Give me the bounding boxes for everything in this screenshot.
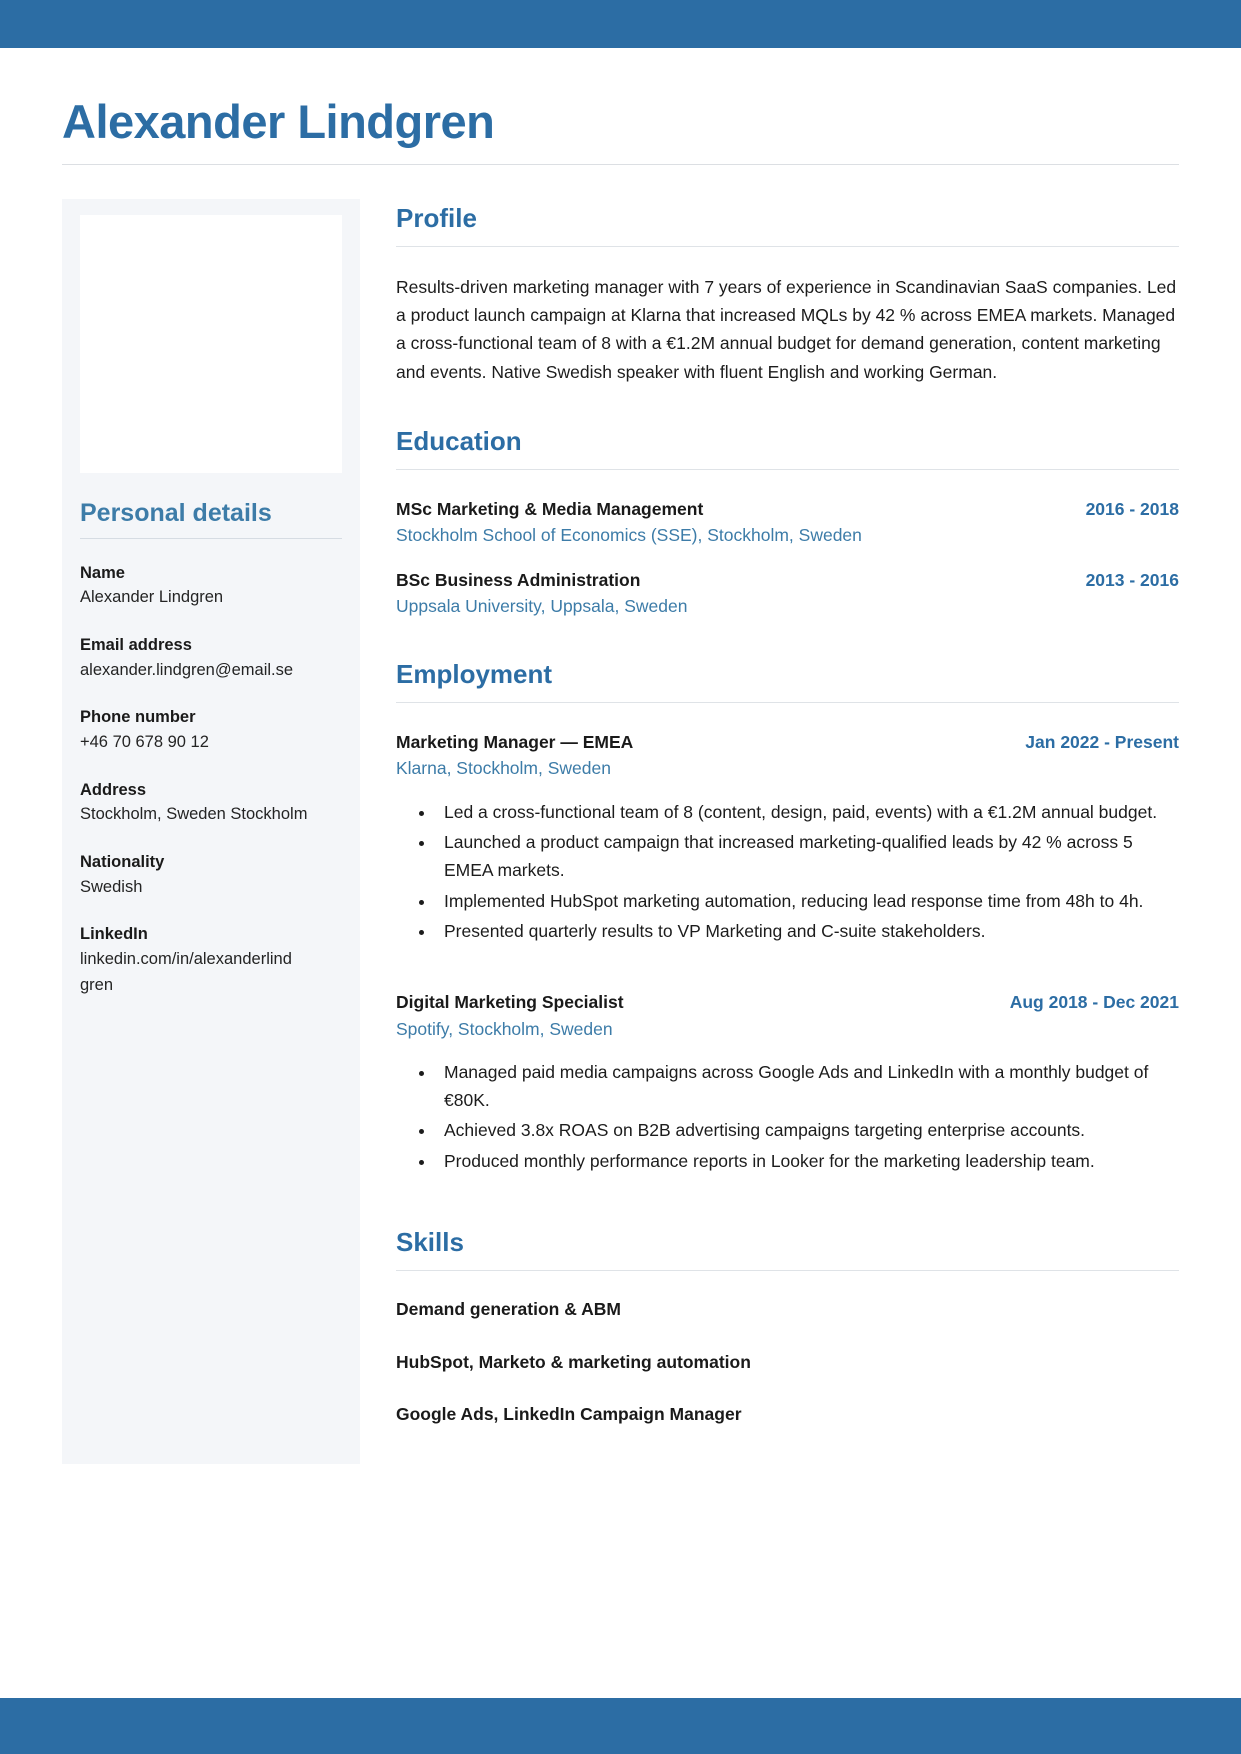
job-title: Digital Marketing Specialist [396,992,624,1013]
main-column [360,199,1179,1455]
spacer [396,963,1179,989]
skill-item: HubSpot, Marketo & marketing automation [396,1351,751,1372]
detail-phone [80,705,342,755]
section-heading-profile: Profile [396,202,477,233]
employment-entry [396,729,1179,945]
detail-label: Name [80,563,125,582]
spacer [396,1193,1179,1227]
spacer [396,637,1179,659]
list-item: • Produced monthly performance reports in Looker for the marketing leadership team. [436,1147,1179,1175]
list-item: • Led a cross-functional team of 8 (content, design, paid, events) with a €1.2M annual budget. [436,798,1179,826]
degree-title: BSc Business Administration [396,569,641,590]
section-divider [396,246,1179,247]
date-range: Jan 2022 - Present [1025,732,1179,753]
detail-label: Nationality [80,852,165,871]
detail-label: Phone number [80,708,196,727]
profile-text: Results-driven marketing manager with 7 years of experience in Scandinavian SaaS companies. Led a product launch campaign at Klarna that increased MQLs by 42 % across EMEA markets. Managed a cross-functional team of 8 with a €1.2M annual budget for demand generation, content marketing and events. Native Swedish speaker with fluent English and working German. [396,276,1177,382]
detail-label: Email address [80,636,192,654]
footer-accent-bar [0,1698,1241,1754]
section-profile [396,203,1179,386]
name-header [62,48,1179,165]
degree-title: MSc Marketing & Media Management [396,499,704,520]
institution-name: Uppsala University, Uppsala, Sweden [396,595,688,616]
sidebar-section-title: Personal details [80,498,272,527]
company-name: Klarna, Stockholm, Sweden [396,758,611,779]
employment-entry [396,989,1179,1175]
job-title: Marketing Manager — EMEA [396,732,634,753]
section-heading-employment: Employment [396,659,553,690]
section-heading-skills: Skills [396,1227,464,1258]
list-item: • Achieved 3.8x ROAS on B2B advertising campaigns targeting enterprise accounts. [436,1116,1179,1144]
detail-value: Alexander Lindgren [80,588,224,607]
date-range: 2016 - 2018 [1085,499,1179,520]
entry-header [396,496,1179,522]
education-entry [396,567,1179,620]
institution-name: Stockholm School of Economics (SSE), Stockholm, Sweden [396,525,862,546]
section-employment [396,659,1179,1175]
section-skills [396,1227,1179,1427]
two-column-layout [62,199,1179,1464]
list-item: • Managed paid media campaigns across Google Ads and LinkedIn with a monthly budget of €80K. [436,1058,1179,1115]
section-divider [396,1270,1179,1271]
sidebar-divider [80,538,342,539]
detail-linkedin [80,922,342,998]
detail-label: Address [80,780,147,799]
detail-value[interactable]: alexander.lindgren@email.se [80,660,294,679]
entry-header [396,567,1179,593]
list-item: • Implemented HubSpot marketing automation, reducing lead response time from 48h to 4h. [436,887,1179,915]
section-divider [396,469,1179,470]
section-education [396,426,1179,619]
education-entry [396,496,1179,549]
detail-value: +46 70 678 90 12 [80,733,209,752]
avatar [80,215,342,473]
skill-item: Demand generation & ABM [396,1299,621,1320]
detail-value: Stockholm, Sweden Stockholm [80,805,308,824]
list-item: • Launched a product campaign that increased marketing-qualified leads by 42 % across 5 EMEA markets. [436,828,1179,885]
detail-address [80,778,342,828]
date-range: Aug 2018 - Dec 2021 [1009,992,1179,1013]
entry-header [396,729,1179,755]
detail-label: LinkedIn [80,925,148,944]
detail-email [80,633,342,683]
section-divider [396,702,1179,703]
sidebar [62,199,360,1464]
detail-name [80,561,342,611]
section-heading-education: Education [396,426,522,457]
page-title: Alexander Lindgren [62,95,495,148]
responsibility-list [396,798,1179,946]
header-accent-bar [0,0,1241,48]
skills-list [396,1297,1179,1427]
responsibility-list [396,1058,1179,1175]
skill-item: Google Ads, LinkedIn Campaign Manager [396,1404,742,1425]
list-item: • Presented quarterly results to VP Marketing and C-suite stakeholders. [436,917,1179,945]
date-range: 2013 - 2016 [1085,569,1179,590]
detail-value: Swedish [80,877,143,896]
company-name: Spotify, Stockholm, Sweden [396,1018,613,1039]
resume-content [0,48,1241,1464]
entry-header [396,989,1179,1015]
detail-nationality [80,850,342,900]
detail-value[interactable]: linkedin.com/in/alexanderlindgren [80,950,292,994]
